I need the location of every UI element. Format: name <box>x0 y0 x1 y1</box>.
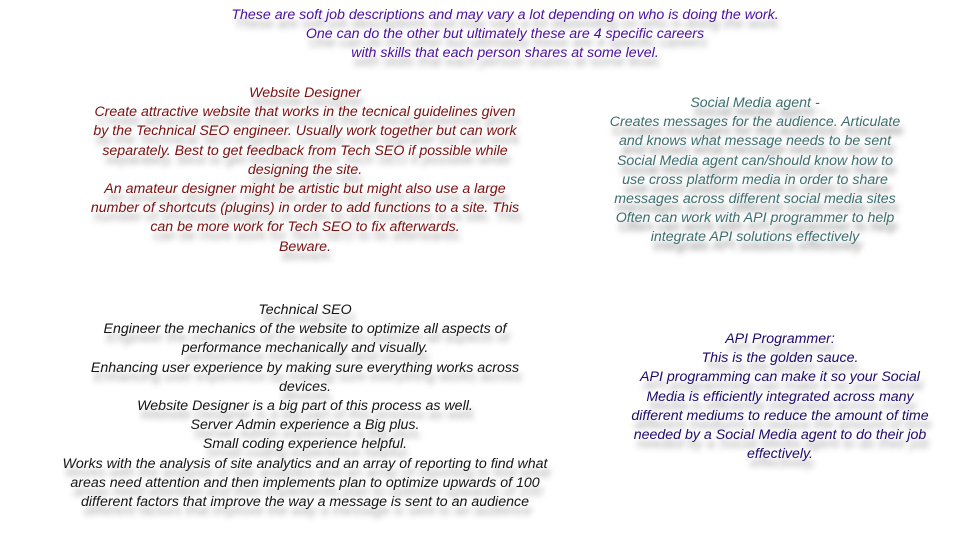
technical-seo-line: devices. <box>278 378 332 395</box>
technical-seo-line: Server Admin experience a Big plus. <box>190 417 420 434</box>
intro-text-block <box>160 6 850 64</box>
social-media-agent-block <box>570 94 940 248</box>
website-designer-line: number of shortcuts (plugins) in order to add functions to a site. This <box>90 200 520 217</box>
intro-line: One can do the other but ultimately these are 4 specific careers <box>305 26 705 43</box>
website-designer-line: Create attractive website that works in the tecnical guidelines given <box>94 104 516 121</box>
technical-seo-line: areas need attention and then implements plan to optimize upwards of 100 <box>70 474 540 491</box>
website-designer-line: by the Technical SEO engineer. Usually work together but can work <box>93 123 517 140</box>
social-media-agent-line: Creates messages for the audience. Articulate <box>609 114 901 131</box>
api-programmer-line: API programming can make it so your Social <box>640 369 920 386</box>
api-programmer-line: needed by a Social Media agent to do their job <box>633 427 927 444</box>
api-programmer-line: Media is efficiently integrated across many <box>646 388 914 405</box>
website-designer-line: separately. Best to get feedback from Tech SEO if possible while <box>102 142 508 159</box>
technical-seo-line: Enhancing user experience by making sure everything works across <box>90 359 520 376</box>
social-media-agent-line: and knows what message needs to be sent <box>618 133 892 150</box>
intro-line: with skills that each person shares at some level. <box>351 45 659 62</box>
social-media-agent-line: integrate API solutions effectively <box>650 229 860 246</box>
technical-seo-title: Technical SEO <box>258 302 352 318</box>
website-designer-line: designing the site. <box>247 161 363 178</box>
website-designer-line: Beware. <box>278 238 332 255</box>
website-designer-title: Website Designer <box>249 85 361 101</box>
technical-seo-line: Engineer the mechanics of the website to optimize all aspects of <box>103 321 507 338</box>
technical-seo-line: Small coding experience helpful. <box>202 436 408 453</box>
api-programmer-line: This is the golden sauce. <box>701 350 859 367</box>
technical-seo-line: Works with the analysis of site analytics and an array of reporting to find what <box>62 455 548 472</box>
website-designer-line: An amateur designer might be artistic but might also use a large <box>104 181 506 198</box>
social-media-agent-line: messages across different social media sites <box>614 191 896 208</box>
website-designer-line: can be more work for Tech SEO to fix afterwards. <box>150 219 460 236</box>
technical-seo-line: different factors that improve the way a message is sent to an audience <box>81 494 529 511</box>
website-designer-block <box>40 84 570 257</box>
api-programmer-block <box>600 330 960 464</box>
social-media-agent-line: Social Media agent can/should know how to <box>616 152 894 169</box>
social-media-agent-line: use cross platform media in order to share <box>622 171 888 188</box>
intro-line: These are soft job descriptions and may vary a lot depending on who is doing the work. <box>231 7 779 23</box>
technical-seo-line: performance mechanically and visually. <box>181 340 429 357</box>
social-media-agent-title: Social Media agent - <box>690 95 820 111</box>
technical-seo-block <box>20 301 590 512</box>
api-programmer-line: effectively. <box>747 446 813 463</box>
social-media-agent-line: Often can work with API programmer to help <box>615 210 895 227</box>
api-programmer-line: different mediums to reduce the amount of time <box>631 407 929 424</box>
technical-seo-line: Website Designer is a big part of this process as well. <box>137 398 473 415</box>
api-programmer-title: API Programmer: <box>725 331 835 347</box>
